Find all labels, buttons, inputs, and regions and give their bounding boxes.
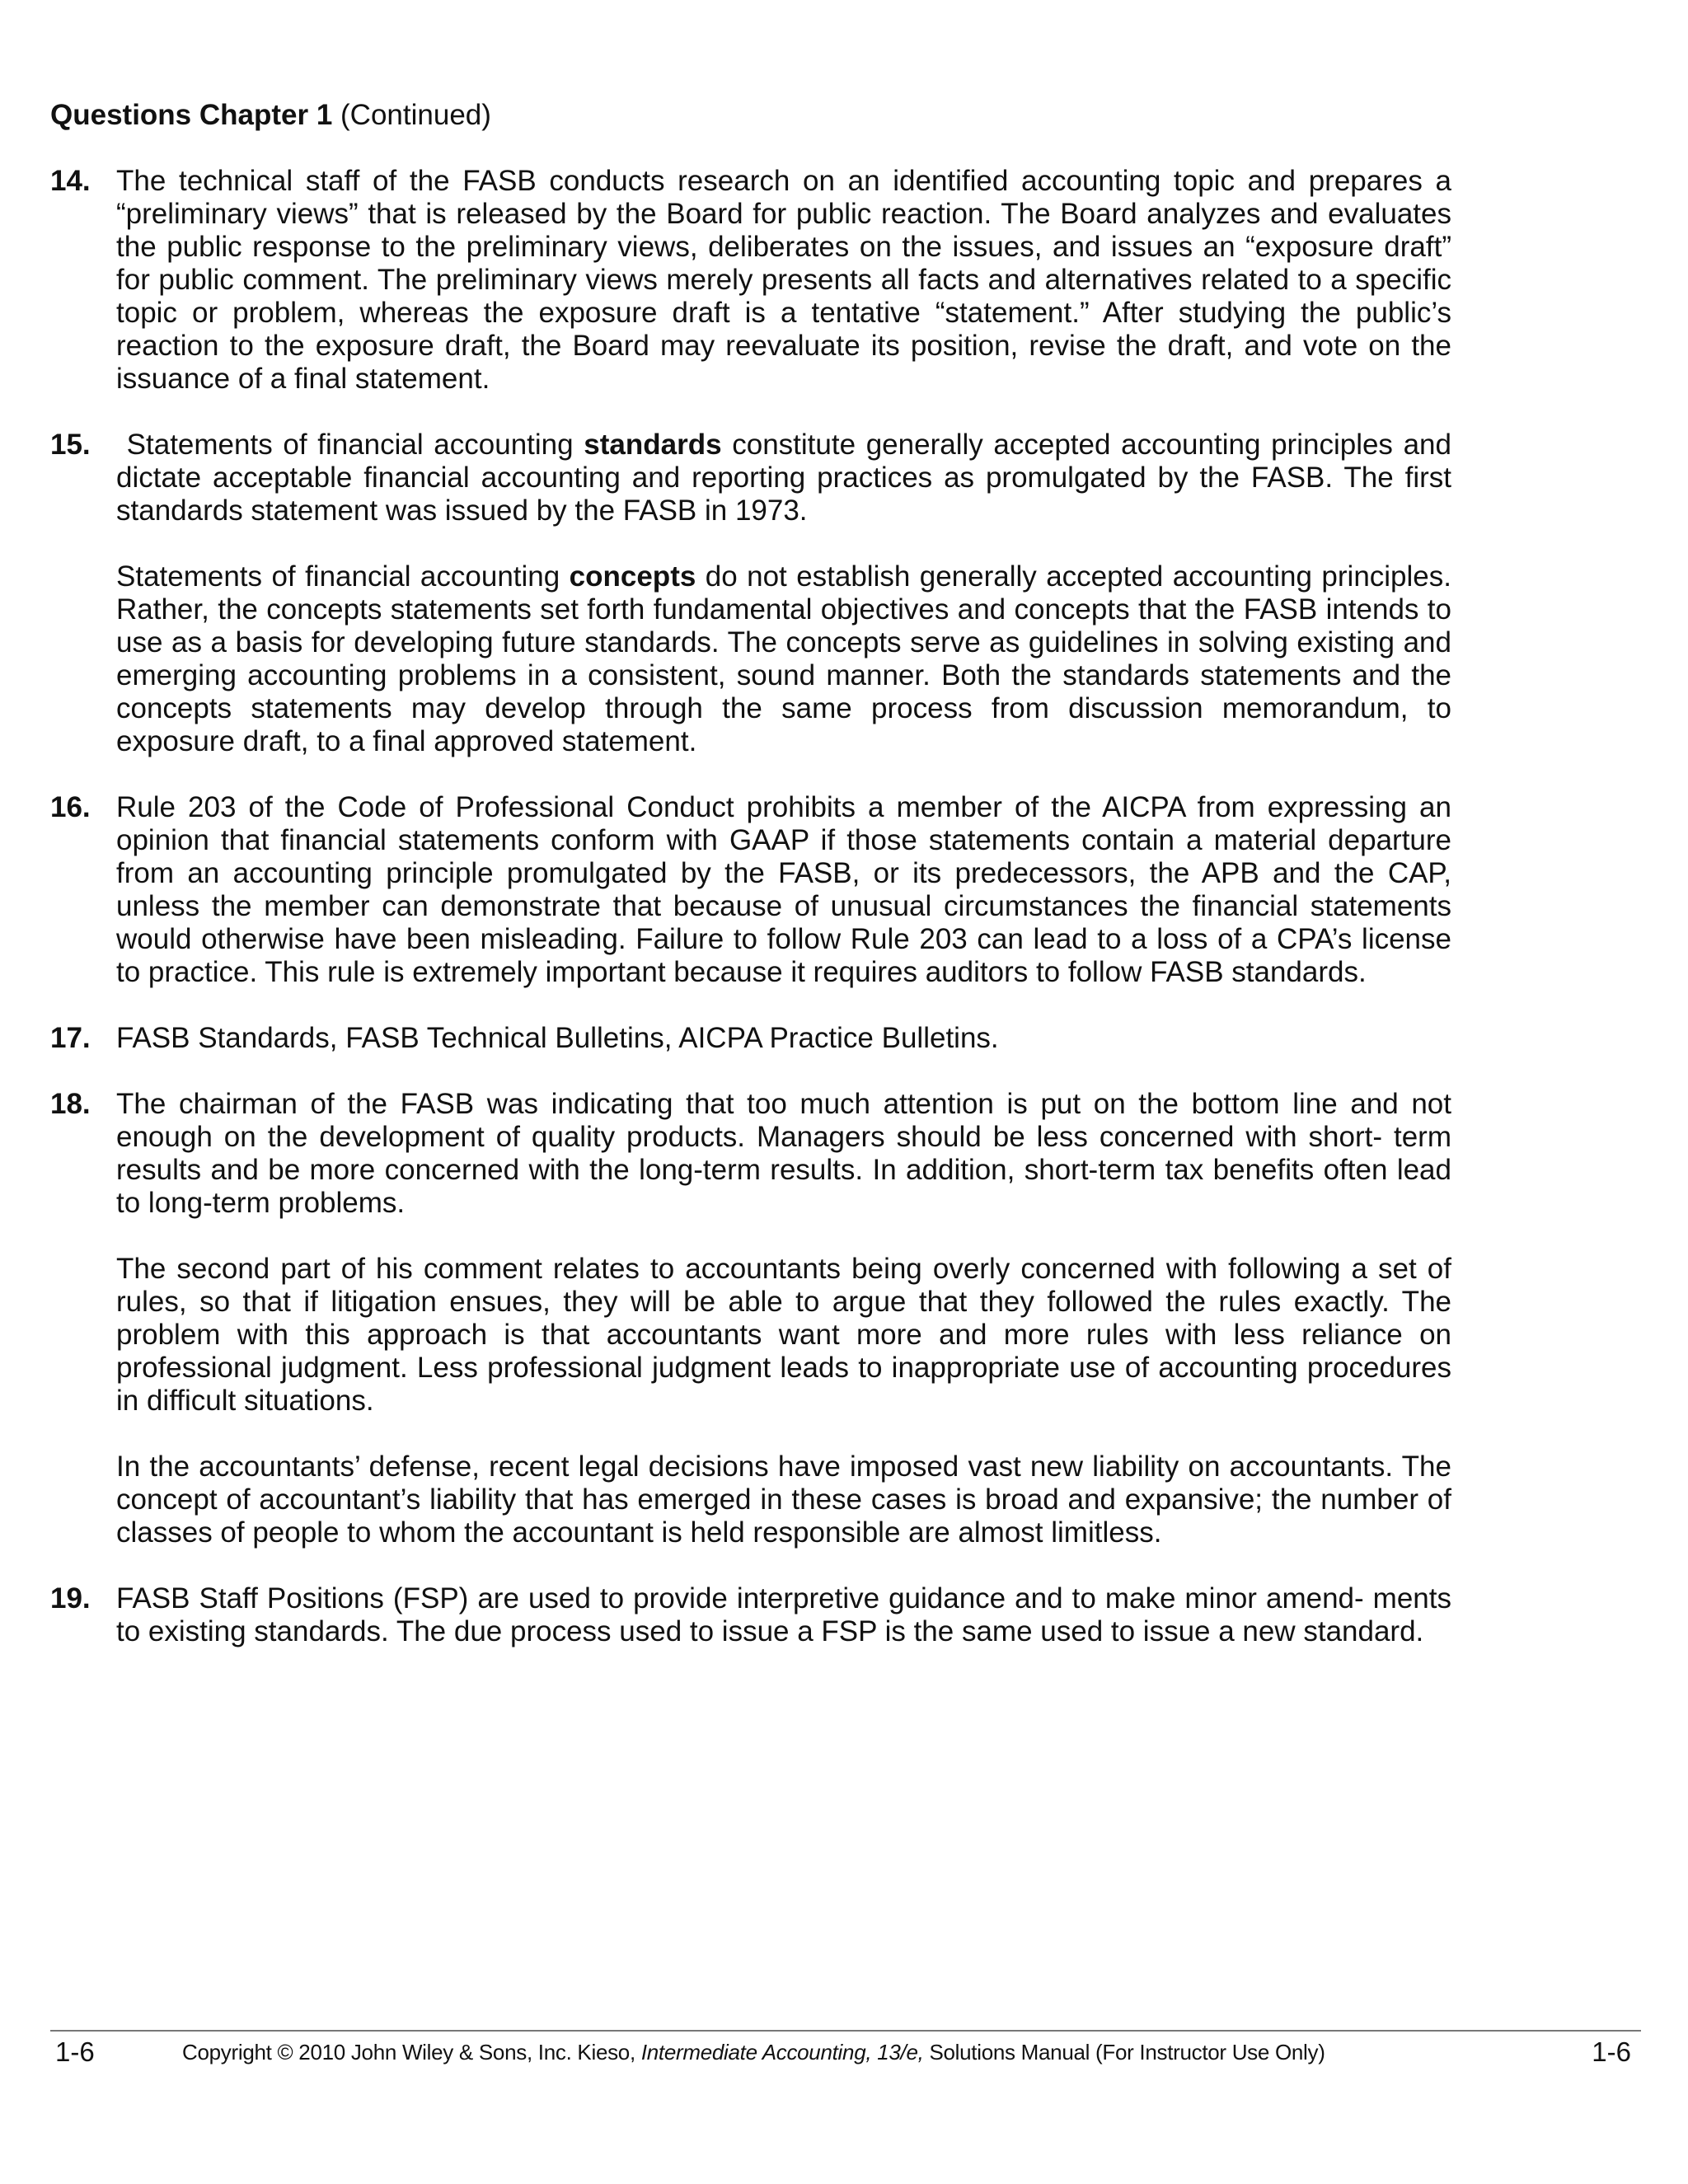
text-run: do not establish generally accepted accounting principles. Rather, the concepts statements set forth fundamental objectives and concepts that the FASB intends to use as a basis for developing future standards. The concepts serve as guidelines in solving existing and emerging accounting problems in a consistent, sound manner. Both the standards statements and the concepts statements may develop through the same process from discussion memorandum, to exposure draft, to a final approved statement.	[116, 560, 1451, 757]
question-paragraph: Rule 203 of the Code of Professional Conduct prohibits a member of the AICPA from expressing an opinion that financial statements conform with GAAP if those statements contain a material departure from an accounting principle promulgated by the FASB, or its predecessors, the APB and the CAP, unless the member can demonstrate that because of unusual circumstances the financial statements would otherwise have been misleading. Failure to follow Rule 203 can lead to a loss of a CPA’s license to practice. This rule is extremely important because it requires auditors to follow FASB standards.	[116, 791, 1451, 988]
copyright-text: Solutions Manual (For Instructor Use Only)	[923, 2040, 1325, 2064]
bold-term-concepts: concepts	[569, 560, 696, 593]
question-18	[50, 1088, 1451, 1549]
question-paragraph	[116, 560, 1451, 758]
page-number-right: 1-6	[1592, 2036, 1631, 2067]
question-number: 19.	[50, 1582, 91, 1615]
question-paragraph: In the accountants’ defense, recent legal decisions have imposed vast new liability on accountants. The concept of accountant’s liability that has emerged in these cases is broad and expansive; the number of classes of people to whom the accountant is held responsible are almost limitless.	[116, 1451, 1451, 1549]
bold-term-standards: standards	[584, 429, 722, 461]
question-paragraph	[116, 429, 1451, 527]
question-number: 14.	[50, 165, 91, 197]
text-run: constitute generally accepted accounting principles and dictate acceptable financial accounting and reporting practices as promulgated by the FASB. The first standards statement was issued by the FASB in 1973.	[116, 429, 1451, 527]
heading-rest: (Continued)	[332, 99, 491, 131]
question-paragraph: The technical staff of the FASB conducts research on an identified accounting topic and prepares a “preliminary views” that is released by the Board for public reaction. The Board analyzes and evaluates the public response to the preliminary views, deliberates on the issues, and issues an “exposure draft” for public comment. The preliminary views merely presents all facts and alternatives related to a specific topic or problem, whereas the exposure draft is a tentative “statement.” After studying the public’s reaction to the exposure draft, the Board may reevaluate its position, revise the draft, and vote on the issuance of a final statement.	[116, 165, 1451, 395]
page-number-left: 1-6	[55, 2036, 95, 2067]
question-paragraph: FASB Staff Positions (FSP) are used to provide interpretive guidance and to make minor amend- ments to existing standards. The due process used to issue a FSP is the same used to issue a new standard.	[116, 1582, 1451, 1647]
questions-list	[50, 165, 1451, 1681]
book-title: Intermediate Accounting, 13/e,	[640, 2040, 924, 2064]
page-footer	[50, 2036, 1641, 2069]
question-number: 15.	[50, 429, 91, 461]
question-19	[50, 1582, 1451, 1648]
question-15	[50, 429, 1451, 758]
question-paragraph: The second part of his comment relates to accountants being overly concerned with following a set of rules, so that if litigation ensues, they will be able to argue that they followed the rules exactly. The problem with this approach is that accountants want more and more rules with less reliance on professional judgment. Less professional judgment leads to inappropriate use of accounting procedures in difficult situations.	[116, 1253, 1451, 1417]
heading-bold: Questions Chapter 1	[50, 99, 333, 131]
page-heading	[50, 97, 491, 134]
question-16	[50, 791, 1451, 989]
question-14	[50, 165, 1451, 396]
copyright-text: Copyright © 2010 John Wiley & Sons, Inc. Kieso,	[182, 2040, 641, 2064]
text-run: Statements of financial accounting	[116, 560, 570, 593]
question-paragraph: FASB Standards, FASB Technical Bulletins, AICPA Practice Bulletins.	[116, 1022, 999, 1054]
footer-divider	[50, 2030, 1641, 2032]
question-number: 18.	[50, 1088, 91, 1120]
question-number: 16.	[50, 791, 91, 823]
question-number: 17.	[50, 1022, 91, 1054]
copyright-notice	[182, 2036, 1325, 2069]
text-run: Statements of financial accounting	[126, 429, 584, 461]
question-paragraph: The chairman of the FASB was indicating that too much attention is put on the bottom line and not enough on the development of quality products. Managers should be less concerned with short- term results and be more concerned with the long-term results. In addition, short-term tax benefits often lead to long-term problems.	[116, 1088, 1451, 1219]
question-17	[50, 1022, 1451, 1055]
